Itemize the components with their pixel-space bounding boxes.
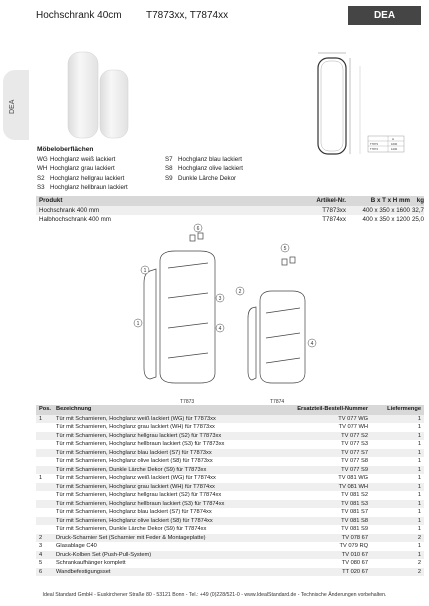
page-title: Hochschrank 40cm <box>36 10 122 21</box>
finish-item: S3 Hochglanz hellbraun lackiert <box>37 184 128 192</box>
table-row: 1 Tür mit Scharnieren, Hochglanz weiß lackiert (WG) für T7873xx TV 077 WG 1 <box>36 415 424 424</box>
dim-table-r1c2: 1600 <box>391 142 398 146</box>
finish-item: WG Hochglanz weiß lackiert <box>37 156 116 163</box>
table-row: Tür mit Scharnieren, Hochglanz hellgrau lackiert (S2) für T7874xx TV 081 S2 1 <box>56 492 421 498</box>
table-header-row: Produkt Artikel-Nr. B x T x H mm kg <box>36 196 424 206</box>
finish-item: S9 Dunkle Lärche Dekor <box>165 174 237 182</box>
finish-item: S2 Hochglanz hellgrau lackiert <box>37 174 125 182</box>
product-photo <box>60 48 140 140</box>
table-row: Tür mit Scharnieren, Hochglanz blau lackiert (S7) für T7874xx TV 081 S7 1 <box>56 509 421 515</box>
side-tab-label: DEA <box>9 99 16 114</box>
dim-table-r1c1: T7873 <box>370 142 378 146</box>
footer: Ideal Standard GmbH - Euskirchener Straße 80 - 53121 Bonn - Tel.: +49 (0)228/521-0 - www.IdealStandard.de - Technische Änderungen vorbehalten. <box>42 592 387 598</box>
table-row: 3 Glasablage C40 TV 079 RQ 1 <box>39 543 421 549</box>
table-row: Tür mit Scharnieren, Hochglanz hellbraun lackiert (S3) für T7874xx TV 081 S3 1 <box>36 500 424 509</box>
table-row: Tür mit Scharnieren, Hochglanz grau lackiert (WH) für T7873xx TV 077 WH 1 <box>56 424 421 430</box>
page-header <box>0 0 429 30</box>
table-row: 2 Druck-Scharnier Set (Scharnier mit Feder & Montageplatte) TV 078 67 2 <box>36 534 424 543</box>
exploded-diagram <box>120 223 340 408</box>
brand-badge: DEA <box>348 6 421 25</box>
table-row: 5 Schrankaufhänger komplett TV 080 67 2 <box>39 560 421 566</box>
table-row: Hochschrank 400 mm T7873xx 400 x 350 x 1600 32,7 <box>36 206 424 216</box>
finish-item: S8 Hochglanz olive lackiert <box>165 165 243 173</box>
finishes-heading: Möbeloberflächen <box>37 146 94 153</box>
side-tab <box>3 70 29 140</box>
table-row: Tür mit Scharnieren, Dunkle Lärche Dekor (S9) für T7874xx TV 081 S9 1 <box>56 526 421 532</box>
callout-6: 6 <box>196 226 200 232</box>
callout-4b: 4 <box>310 341 314 347</box>
table-row: Tür mit Scharnieren, Hochglanz blau lackiert (S7) für T7873xx TV 077 S7 1 <box>36 449 424 458</box>
callout-2: 2 <box>238 289 242 295</box>
parts-table <box>36 405 424 576</box>
table-row: Halbhochschrank 400 mm T7874xx 400 x 350 x 1200 25,0 <box>39 216 424 223</box>
diagram-label-right: T7874 <box>270 399 285 405</box>
table-row: 1 Tür mit Scharnieren, Hochglanz weiß lackiert (WG) für T7874xx TV 081 WG 1 <box>39 475 421 481</box>
product-table <box>36 196 424 225</box>
table-row: 6 Wandbefestigungsset TT 020 67 2 <box>36 568 424 577</box>
callout-4: 4 <box>218 326 222 332</box>
table-row: Tür mit Scharnieren, Hochglanz olive lackiert (S8) für T7873xx TV 077 S8 1 <box>56 458 421 464</box>
finishes-col2 <box>165 155 243 183</box>
callout-3: 3 <box>218 296 222 302</box>
table-header-row: Pos. Bezeichnung Ersatzteil-Bestell-Nummer Liefermenge <box>36 405 424 415</box>
dim-table-r2c2: 1200 <box>391 147 398 151</box>
table-row: 4 Druck-Kolben Set (Push-Pull-System) TV 010 67 1 <box>36 551 424 560</box>
dim-table-r2c1: T7874 <box>370 147 378 151</box>
callout-5: 5 <box>283 246 287 252</box>
table-row: Tür mit Scharnieren, Hochglanz olive lackiert (S8) für T7874xx TV 081 S8 1 <box>36 517 424 526</box>
finish-item: WH Hochglanz grau lackiert <box>37 165 115 173</box>
diagram-label-left: T7873 <box>180 399 195 405</box>
table-row: Tür mit Scharnieren, Hochglanz grau lackiert (WH) für T7874xx TV 081 WH 1 <box>36 483 424 492</box>
table-row: Tür mit Scharnieren, Hochglanz hellbraun lackiert (S3) für T7873xx TV 077 S3 1 <box>56 441 421 447</box>
article-codes: T7873xx, T7874xx <box>146 10 229 21</box>
finish-item: S7 Hochglanz blau lackiert <box>165 156 242 163</box>
dim-table-head: A <box>392 137 395 141</box>
technical-drawing <box>300 48 420 158</box>
callout-1b: 1 <box>136 321 140 327</box>
callout-1: 1 <box>143 268 147 274</box>
table-row: Tür mit Scharnieren, Hochglanz hellgrau lackiert (S2) für T7873xx TV 077 S2 1 <box>36 432 424 441</box>
finishes-col1 <box>37 155 128 193</box>
table-row: Tür mit Scharnieren, Dunkle Lärche Dekor (S9) für T7873xx TV 077 S9 1 <box>36 466 424 475</box>
